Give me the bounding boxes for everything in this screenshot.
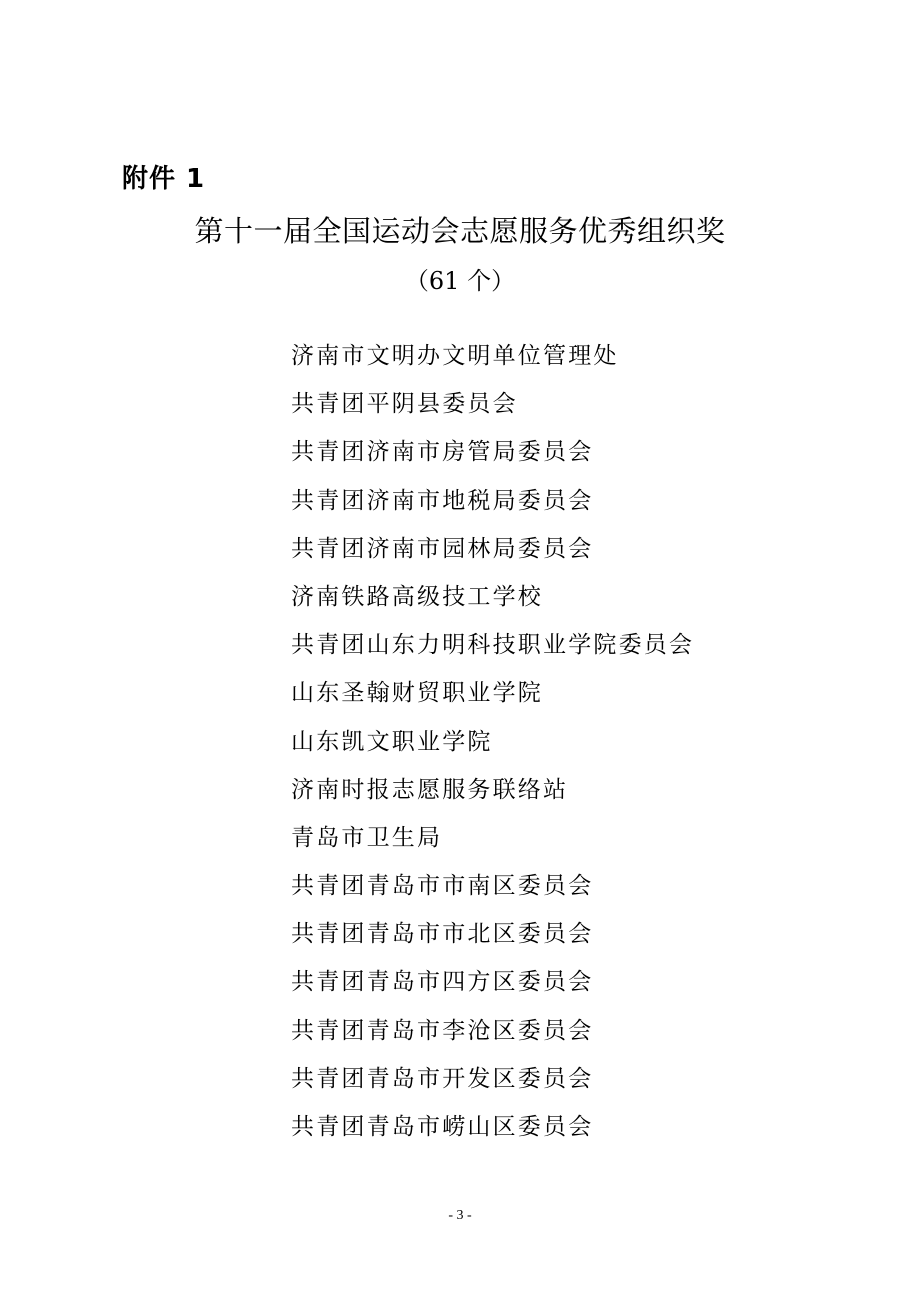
list-item: 共青团山东力明科技职业学院委员会	[291, 632, 695, 659]
attachment-label: 附件 1	[122, 164, 206, 194]
list-item: 共青团济南市地税局委员会	[291, 487, 594, 514]
list-item: 青岛市卫生局	[291, 824, 443, 851]
list-item: 共青团青岛市市南区委员会	[291, 873, 594, 900]
list-item: 济南时报志愿服务联络站	[291, 776, 569, 803]
list-item: 山东凯文职业学院	[291, 728, 493, 755]
list-item: 共青团济南市房管局委员会	[291, 439, 594, 466]
list-item: 共青团青岛市李沧区委员会	[291, 1017, 594, 1044]
list-item: 共青团青岛市市北区委员会	[291, 921, 594, 948]
list-item: 共青团青岛市崂山区委员会	[291, 1114, 594, 1140]
list-item: 共青团青岛市四方区委员会	[291, 969, 594, 996]
document-title: 第十一届全国运动会志愿服务优秀组织奖	[194, 214, 726, 248]
organization-list	[291, 338, 694, 1157]
list-item: 共青团平阴县委员会	[291, 391, 518, 418]
list-item: 济南铁路高级技工学校	[291, 583, 543, 610]
list-item: 山东圣翰财贸职业学院	[291, 680, 543, 707]
list-item: 济南市文明办文明单位管理处	[291, 343, 619, 369]
page-number: - 3 -	[448, 1208, 472, 1223]
document-subtitle-count: （61 个）	[404, 267, 516, 295]
list-item: 共青团济南市园林局委员会	[291, 535, 594, 562]
list-item: 共青团青岛市开发区委员会	[291, 1065, 594, 1092]
